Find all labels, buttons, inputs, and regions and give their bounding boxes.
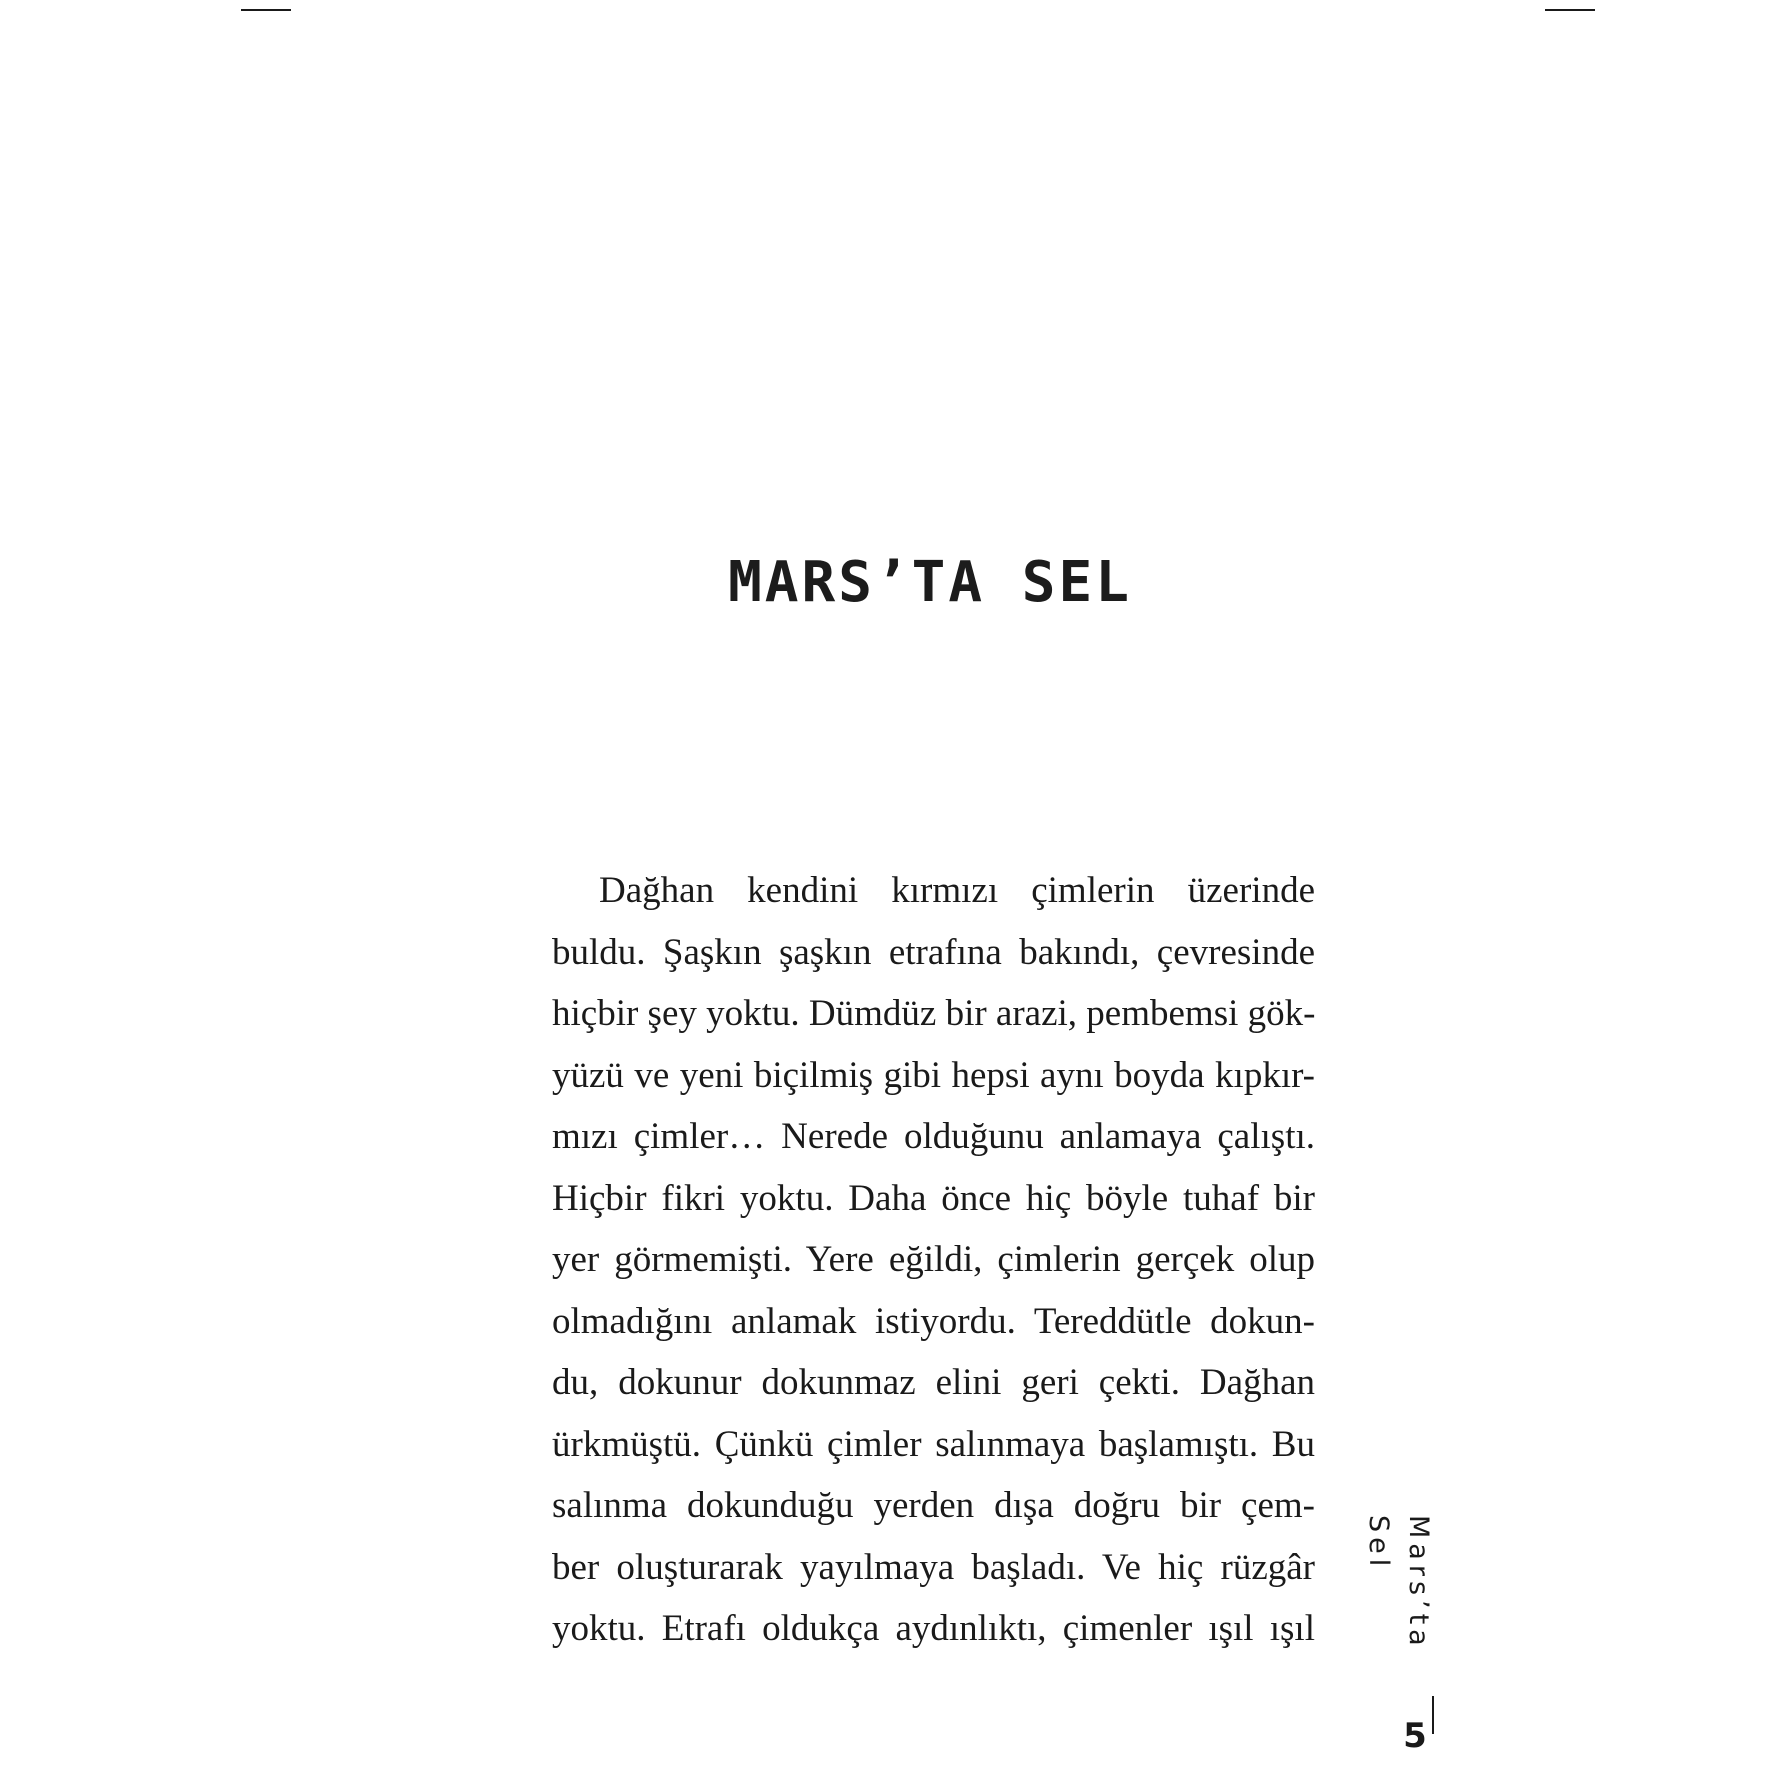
body-line: yer görmemişti. Yere eğildi, çimlerin gerçek olup: [552, 1239, 1315, 1280]
body-paragraph: [552, 860, 1315, 1660]
folio-divider: [1432, 1696, 1434, 1734]
body-line: yoktu. Etrafı oldukça aydınlıktı, çimenler ışıl ışıl: [552, 1608, 1315, 1649]
body-line: olmadığını anlamak istiyordu. Tereddütle dokun-: [552, 1300, 1315, 1342]
body-line: salınma dokunduğu yerden dışa doğru bir çem-: [552, 1485, 1315, 1526]
page-number: 5: [1403, 1716, 1427, 1756]
chapter-title: MARS’TA SEL: [728, 550, 1132, 615]
running-title: Mars’ta Sel: [1363, 1515, 1434, 1651]
body-line: Dağhan kendini kırmızı çimlerin üzerinde: [599, 870, 1315, 911]
body-line: ürkmüştü. Çünkü çimler salınmaya başlamıştı. Bu: [552, 1423, 1315, 1465]
body-line: du, dokunur dokunmaz elini geri çekti. Dağhan: [552, 1362, 1315, 1403]
body-line: yüzü ve yeni biçilmiş gibi hepsi aynı boyda kıpkır-: [552, 1054, 1315, 1096]
crop-mark-right: [1545, 9, 1595, 11]
body-line: mızı çimler… Nerede olduğunu anlamaya çalıştı.: [552, 1116, 1315, 1157]
body-line: hiçbir şey yoktu. Dümdüz bir arazi, pembemsi gök-: [552, 993, 1316, 1034]
crop-mark-left: [241, 9, 291, 11]
body-line: ber oluşturarak yayılmaya başladı. Ve hiç rüzgâr: [552, 1546, 1315, 1588]
body-line: Hiçbir fikri yoktu. Daha önce hiç böyle tuhaf bir: [552, 1177, 1315, 1219]
body-line: buldu. Şaşkın şaşkın etrafına bakındı, çevresinde: [552, 931, 1315, 973]
